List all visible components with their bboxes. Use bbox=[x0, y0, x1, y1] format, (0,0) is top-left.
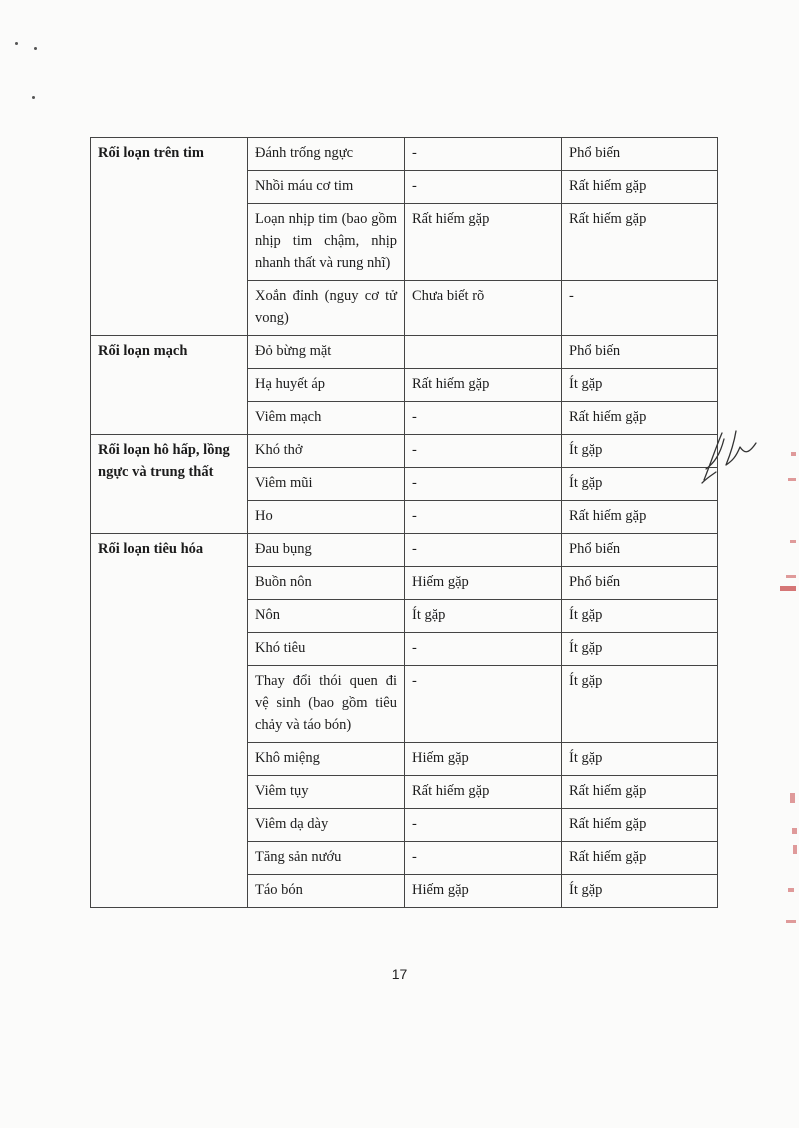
frequency-cell-b: Phổ biến bbox=[562, 138, 718, 171]
frequency-cell-a: Rất hiếm gặp bbox=[405, 204, 562, 281]
table-body bbox=[91, 138, 718, 908]
reaction-cell: Khô miệng bbox=[248, 743, 405, 776]
frequency-cell-b: Phổ biến bbox=[562, 336, 718, 369]
reaction-cell: Thay đổi thói quen đi vệ sinh (bao gồm tiêu chảy và táo bón) bbox=[248, 666, 405, 743]
stamp-mark bbox=[790, 540, 796, 543]
stamp-mark bbox=[792, 828, 797, 834]
frequency-cell-b: Ít gặp bbox=[562, 435, 718, 468]
frequency-cell-a: - bbox=[405, 842, 562, 875]
frequency-cell-a: - bbox=[405, 501, 562, 534]
reaction-cell: Tăng sản nướu bbox=[248, 842, 405, 875]
stamp-mark bbox=[786, 575, 796, 578]
reaction-cell: Viêm dạ dày bbox=[248, 809, 405, 842]
reaction-cell: Ho bbox=[248, 501, 405, 534]
frequency-cell-b: Rất hiếm gặp bbox=[562, 842, 718, 875]
frequency-cell-b: Rất hiếm gặp bbox=[562, 204, 718, 281]
frequency-cell-b: Ít gặp bbox=[562, 369, 718, 402]
frequency-cell-a: Hiếm gặp bbox=[405, 875, 562, 908]
frequency-cell-a: Rất hiếm gặp bbox=[405, 369, 562, 402]
stamp-mark bbox=[788, 888, 794, 892]
frequency-cell-b: Rất hiếm gặp bbox=[562, 776, 718, 809]
scan-speck bbox=[34, 47, 37, 50]
frequency-cell-a: - bbox=[405, 534, 562, 567]
frequency-cell-b: Phổ biến bbox=[562, 567, 718, 600]
frequency-cell-a: - bbox=[405, 633, 562, 666]
frequency-cell-b: Ít gặp bbox=[562, 633, 718, 666]
frequency-cell-b: Ít gặp bbox=[562, 743, 718, 776]
reaction-cell: Nhồi máu cơ tim bbox=[248, 171, 405, 204]
reaction-cell: Nôn bbox=[248, 600, 405, 633]
reaction-cell: Viêm tụy bbox=[248, 776, 405, 809]
frequency-cell-a: - bbox=[405, 468, 562, 501]
stamp-mark bbox=[788, 478, 796, 481]
frequency-cell-b: Rất hiếm gặp bbox=[562, 501, 718, 534]
frequency-cell-a: Chưa biết rõ bbox=[405, 281, 562, 336]
adverse-reactions-table bbox=[90, 137, 718, 908]
reaction-cell: Loạn nhịp tim (bao gồm nhịp tim chậm, nhịp nhanh thất và rung nhĩ) bbox=[248, 204, 405, 281]
organ-system-cell: Rối loạn hô hấp, lồng ngực và trung thất bbox=[91, 435, 248, 534]
frequency-cell-a: Hiếm gặp bbox=[405, 567, 562, 600]
reaction-cell: Khó tiêu bbox=[248, 633, 405, 666]
frequency-cell-a: Hiếm gặp bbox=[405, 743, 562, 776]
stamp-mark bbox=[790, 793, 795, 803]
frequency-cell-b: Ít gặp bbox=[562, 468, 718, 501]
handwritten-signature bbox=[696, 425, 766, 487]
frequency-cell-b: Rất hiếm gặp bbox=[562, 171, 718, 204]
table-row bbox=[91, 534, 718, 567]
frequency-cell-a: - bbox=[405, 138, 562, 171]
organ-system-cell: Rối loạn trên tim bbox=[91, 138, 248, 336]
scan-speck bbox=[32, 96, 35, 99]
reaction-cell: Viêm mạch bbox=[248, 402, 405, 435]
organ-system-cell: Rối loạn tiêu hóa bbox=[91, 534, 248, 908]
reaction-cell: Xoắn đỉnh (nguy cơ tử vong) bbox=[248, 281, 405, 336]
organ-system-cell: Rối loạn mạch bbox=[91, 336, 248, 435]
stamp-mark bbox=[791, 452, 796, 456]
reaction-cell: Đau bụng bbox=[248, 534, 405, 567]
reaction-cell: Viêm mũi bbox=[248, 468, 405, 501]
table-row bbox=[91, 435, 718, 468]
stamp-mark bbox=[793, 845, 797, 854]
frequency-cell-a: - bbox=[405, 809, 562, 842]
frequency-cell-b: - bbox=[562, 281, 718, 336]
frequency-cell-a: - bbox=[405, 171, 562, 204]
reaction-cell: Táo bón bbox=[248, 875, 405, 908]
reaction-cell: Khó thở bbox=[248, 435, 405, 468]
stamp-mark bbox=[780, 586, 796, 591]
reaction-cell: Đỏ bừng mặt bbox=[248, 336, 405, 369]
reaction-cell: Đánh trống ngực bbox=[248, 138, 405, 171]
frequency-cell-a: - bbox=[405, 435, 562, 468]
frequency-cell-a: - bbox=[405, 402, 562, 435]
frequency-cell-a: Rất hiếm gặp bbox=[405, 776, 562, 809]
frequency-cell-a: - bbox=[405, 666, 562, 743]
frequency-cell-b: Ít gặp bbox=[562, 600, 718, 633]
reaction-cell: Buồn nôn bbox=[248, 567, 405, 600]
frequency-cell-b: Ít gặp bbox=[562, 666, 718, 743]
frequency-cell-b: Ít gặp bbox=[562, 875, 718, 908]
frequency-cell-b: Phổ biến bbox=[562, 534, 718, 567]
stamp-mark bbox=[786, 920, 796, 923]
frequency-cell-a: Ít gặp bbox=[405, 600, 562, 633]
reaction-cell: Hạ huyết áp bbox=[248, 369, 405, 402]
page-number: 17 bbox=[391, 966, 408, 982]
frequency-cell-b: Rất hiếm gặp bbox=[562, 809, 718, 842]
frequency-cell-b: Rất hiếm gặp bbox=[562, 402, 718, 435]
table-row bbox=[91, 336, 718, 369]
table-row bbox=[91, 138, 718, 171]
scan-speck bbox=[15, 42, 18, 45]
frequency-cell-a bbox=[405, 336, 562, 369]
